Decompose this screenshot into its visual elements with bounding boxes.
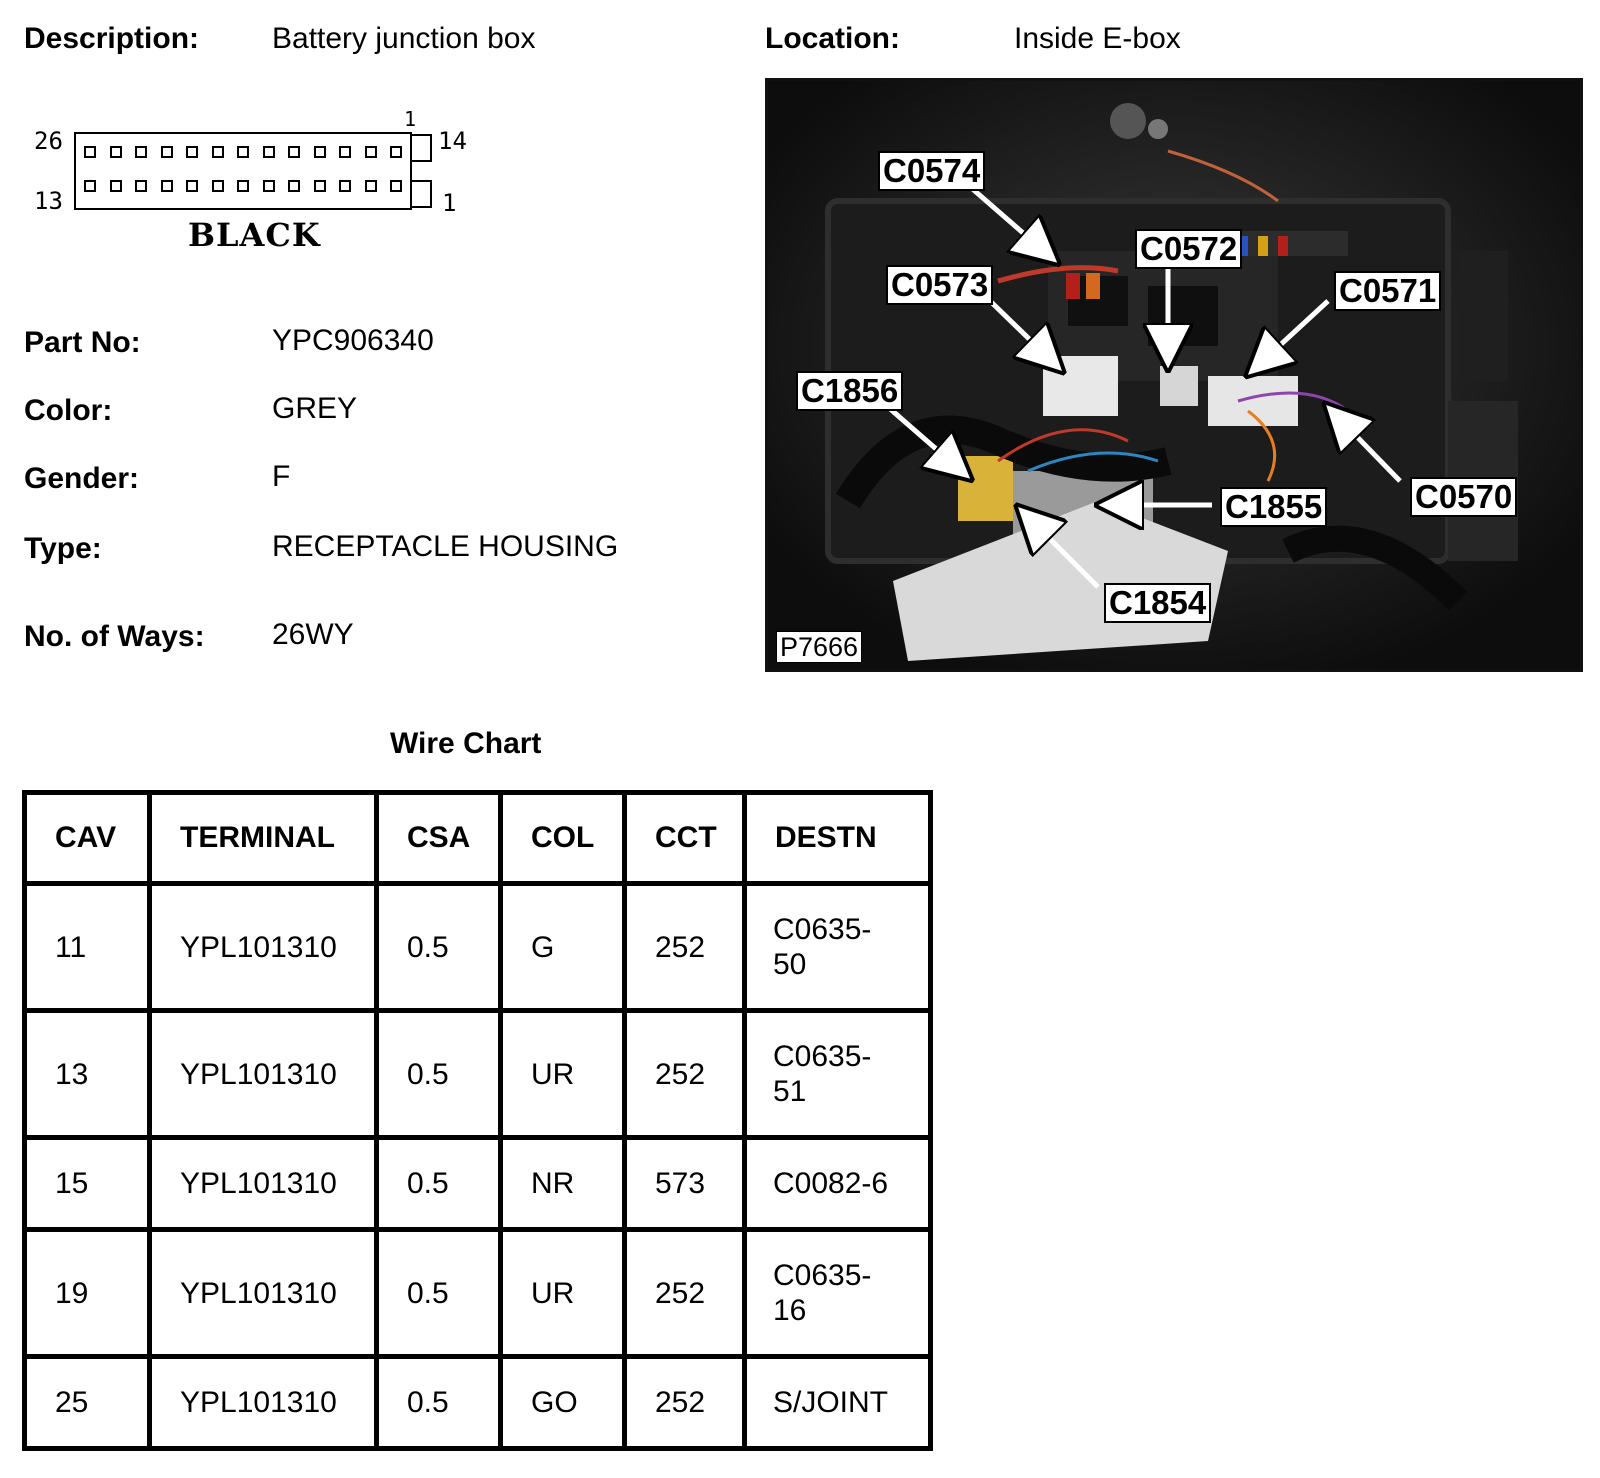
connector-cavity	[288, 146, 300, 158]
connector-cavity	[237, 180, 249, 192]
cell-terminal: YPL101310	[150, 1230, 377, 1357]
connector-latch-top	[410, 134, 432, 162]
cell-col: UR	[501, 1230, 625, 1357]
cell-destn	[745, 884, 931, 1011]
connector-cavity	[212, 146, 224, 158]
connector-cavity	[314, 146, 326, 158]
table-row	[25, 1011, 931, 1138]
connector-cavity	[365, 146, 377, 158]
pin-number-latch: 1	[404, 107, 417, 131]
connector-cavity	[186, 146, 198, 158]
part-no-value: YPC906340	[272, 324, 434, 357]
callout-c0571: C0571	[1334, 271, 1441, 311]
cell-destn	[745, 1230, 931, 1357]
ways-label: No. of Ways:	[24, 620, 205, 653]
header-destn: DESTN	[745, 793, 931, 884]
connector-cavity	[314, 180, 326, 192]
cell-cav: 19	[25, 1230, 150, 1357]
table-row	[25, 884, 931, 1011]
part-no-label: Part No:	[24, 326, 141, 359]
description-value: Battery junction box	[272, 22, 536, 55]
callout-c1854: C1854	[1104, 583, 1211, 623]
connector-cavity	[288, 180, 300, 192]
connector-cavity	[135, 180, 147, 192]
destn-line-1: C0635-	[773, 913, 872, 946]
cell-cct: 573	[625, 1138, 745, 1230]
connector-cavity	[186, 180, 198, 192]
cell-cct: 252	[625, 1230, 745, 1357]
wire-chart-title: Wire Chart	[390, 727, 542, 760]
connector-housing	[74, 132, 412, 210]
location-value: Inside E-box	[1014, 22, 1181, 55]
destn-line-1: C0635-	[773, 1259, 872, 1292]
connector-color-label: BLACK	[188, 216, 321, 254]
destn-line-2: 51	[773, 1075, 807, 1108]
header-cav: CAV	[25, 793, 150, 884]
location-label: Location:	[765, 22, 900, 55]
header-terminal: TERMINAL	[150, 793, 377, 884]
connector-cavity	[390, 146, 402, 158]
cell-csa: 0.5	[377, 884, 501, 1011]
destn-line-2: 16	[773, 1294, 807, 1327]
location-photo	[765, 78, 1583, 672]
connector-cavity	[161, 180, 173, 192]
cell-col: GO	[501, 1357, 625, 1449]
cell-terminal: YPL101310	[150, 1138, 377, 1230]
cell-destn: S/JOINT	[745, 1357, 931, 1449]
type-value: RECEPTACLE HOUSING	[272, 530, 619, 563]
pin-number-top-left: 26	[34, 127, 63, 155]
wire-chart-table	[22, 790, 933, 1451]
connector-cavity	[212, 180, 224, 192]
cell-terminal: YPL101310	[150, 884, 377, 1011]
connector-cavity	[390, 180, 402, 192]
callout-c0572: C0572	[1135, 229, 1242, 269]
cell-csa: 0.5	[377, 1011, 501, 1138]
cell-terminal: YPL101310	[150, 1357, 377, 1449]
cell-destn	[745, 1011, 931, 1138]
cell-destn: C0082-6	[745, 1138, 931, 1230]
connector-cavity	[84, 146, 96, 158]
cell-terminal: YPL101310	[150, 1011, 377, 1138]
cell-csa: 0.5	[377, 1138, 501, 1230]
pin-number-top-right: 14	[438, 127, 467, 155]
callout-c0573: C0573	[886, 265, 993, 305]
cell-col: NR	[501, 1138, 625, 1230]
destn-line-1: C0635-	[773, 1040, 872, 1073]
connector-face-diagram	[24, 107, 494, 260]
cell-cav: 25	[25, 1357, 150, 1449]
callout-c1856: C1856	[796, 371, 903, 411]
connector-cavity	[263, 180, 275, 192]
cell-col: G	[501, 884, 625, 1011]
cell-cav: 15	[25, 1138, 150, 1230]
connector-cavity	[339, 180, 351, 192]
gender-value: F	[272, 460, 291, 493]
connector-cavity	[84, 180, 96, 192]
pin-number-bottom-right: 1	[442, 189, 457, 217]
gender-label: Gender:	[24, 462, 140, 495]
table-row	[25, 1230, 931, 1357]
photo-reference: P7666	[776, 631, 862, 663]
type-label: Type:	[24, 532, 102, 565]
pin-number-bottom-left: 13	[34, 187, 63, 215]
connector-cavity	[161, 146, 173, 158]
description-label: Description:	[24, 22, 200, 55]
cell-cav: 13	[25, 1011, 150, 1138]
cell-cct: 252	[625, 884, 745, 1011]
ways-value: 26WY	[272, 618, 354, 651]
cell-cct: 252	[625, 1011, 745, 1138]
color-value: GREY	[272, 392, 358, 425]
connector-latch-bottom	[410, 180, 432, 208]
callout-c1855: C1855	[1220, 487, 1327, 527]
cell-cav: 11	[25, 884, 150, 1011]
color-label: Color:	[24, 394, 113, 427]
cell-cct: 252	[625, 1357, 745, 1449]
table-row	[25, 1138, 931, 1230]
connector-cavity	[263, 146, 275, 158]
header-cct: CCT	[625, 793, 745, 884]
connector-cavity	[339, 146, 351, 158]
connector-cavity	[135, 146, 147, 158]
table-header-row	[25, 793, 931, 884]
connector-cavity	[110, 146, 122, 158]
cell-csa: 0.5	[377, 1230, 501, 1357]
header-csa: CSA	[377, 793, 501, 884]
connector-cavity	[110, 180, 122, 192]
connector-cavity	[365, 180, 377, 192]
destn-line-2: 50	[773, 948, 807, 981]
header-col: COL	[501, 793, 625, 884]
cell-csa: 0.5	[377, 1357, 501, 1449]
table-row	[25, 1357, 931, 1449]
callout-c0574: C0574	[878, 151, 985, 191]
connector-cavity	[237, 146, 249, 158]
callout-c0570: C0570	[1410, 477, 1517, 517]
cell-col: UR	[501, 1011, 625, 1138]
